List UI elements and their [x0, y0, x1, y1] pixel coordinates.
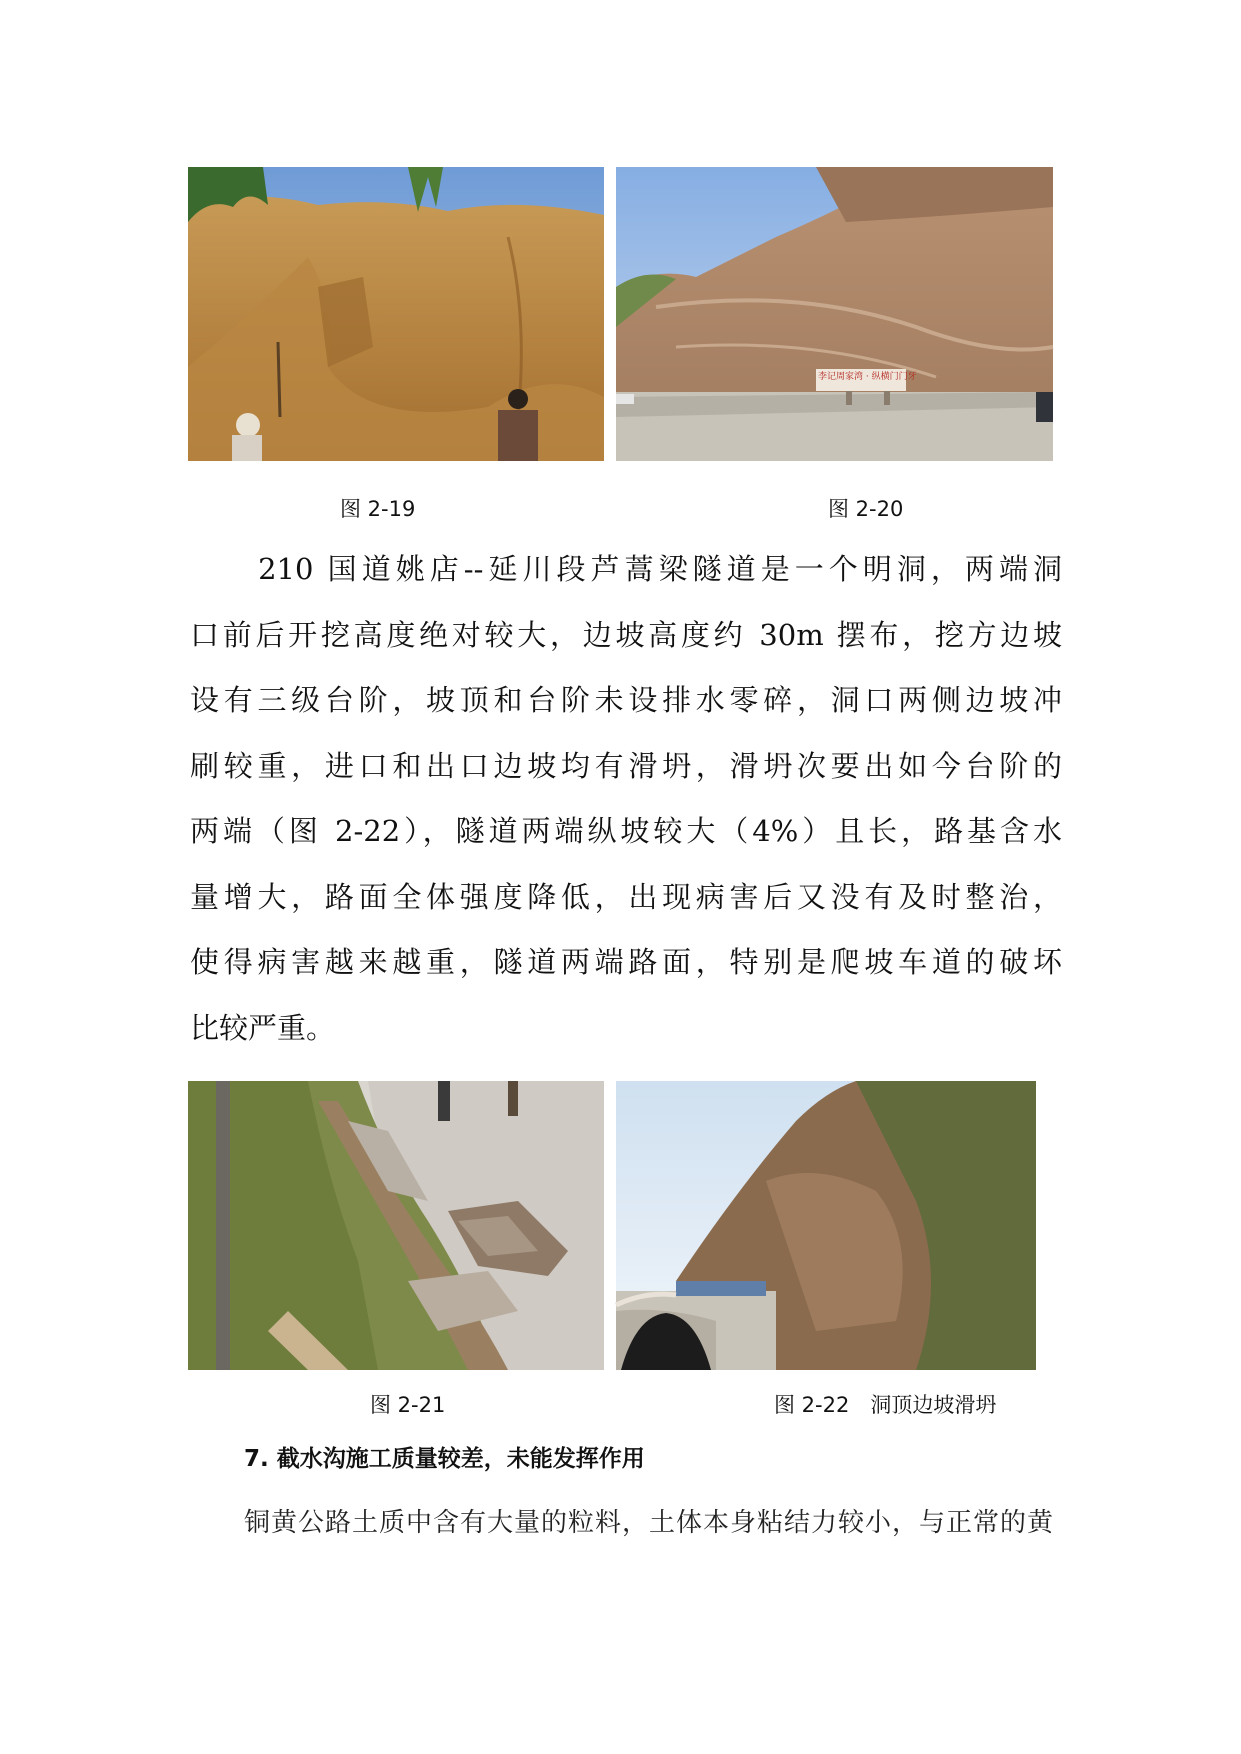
paragraph-line: 口前后开挖高度绝对较大，边坡高度约 30m 摆布，挖方边坡: [190, 617, 1062, 652]
paragraph-line: 量增大，路面全体强度降低，出现病害后又没有及时整治，: [190, 879, 1062, 914]
paragraph-line: 210 国道姚店--延川段芦蒿梁隧道是一个明洞，两端洞: [190, 552, 1062, 586]
section-heading: 7. 截水沟施工质量较差，未能发挥作用: [244, 1446, 645, 1472]
paragraph-line: 设有三级台阶，坡顶和台阶未设排水零碎，洞口两侧边坡冲: [190, 683, 1062, 717]
figure-2-20-photo: [616, 167, 1053, 461]
figure-2-19-caption: 图 2-19: [340, 497, 416, 521]
figure-2-19-photo: [188, 167, 604, 461]
figure-2-22-caption: 图 2-22 洞顶边坡滑坍: [774, 1393, 997, 1417]
body-paragraph: [190, 537, 1062, 1061]
paragraph-line: 刷较重，进口和出口边坡均有滑坍，滑坍次要出如今台阶的: [190, 748, 1062, 783]
paragraph-line: 使得病害越来越重，隧道两端路面，特别是爬坡车道的破坏: [190, 945, 1062, 979]
figure-2-21-photo: [188, 1081, 604, 1370]
section-body-text: 铜黄公路土质中含有大量的粒料，土体本身粘结力较小，与正常的黄: [244, 1508, 1055, 1538]
paragraph-line: 比较严重。: [190, 1010, 336, 1045]
paragraph-line: 两端（图 2-22），隧道两端纵坡较大（4%）且长，路基含水: [190, 814, 1062, 848]
sign-text: 李记周家湾 · 纵横门门牙: [818, 372, 917, 382]
figure-2-21-caption: 图 2-21: [370, 1393, 446, 1417]
figure-2-20-caption: 图 2-20: [828, 497, 904, 521]
figure-2-22-photo: [616, 1081, 1036, 1370]
